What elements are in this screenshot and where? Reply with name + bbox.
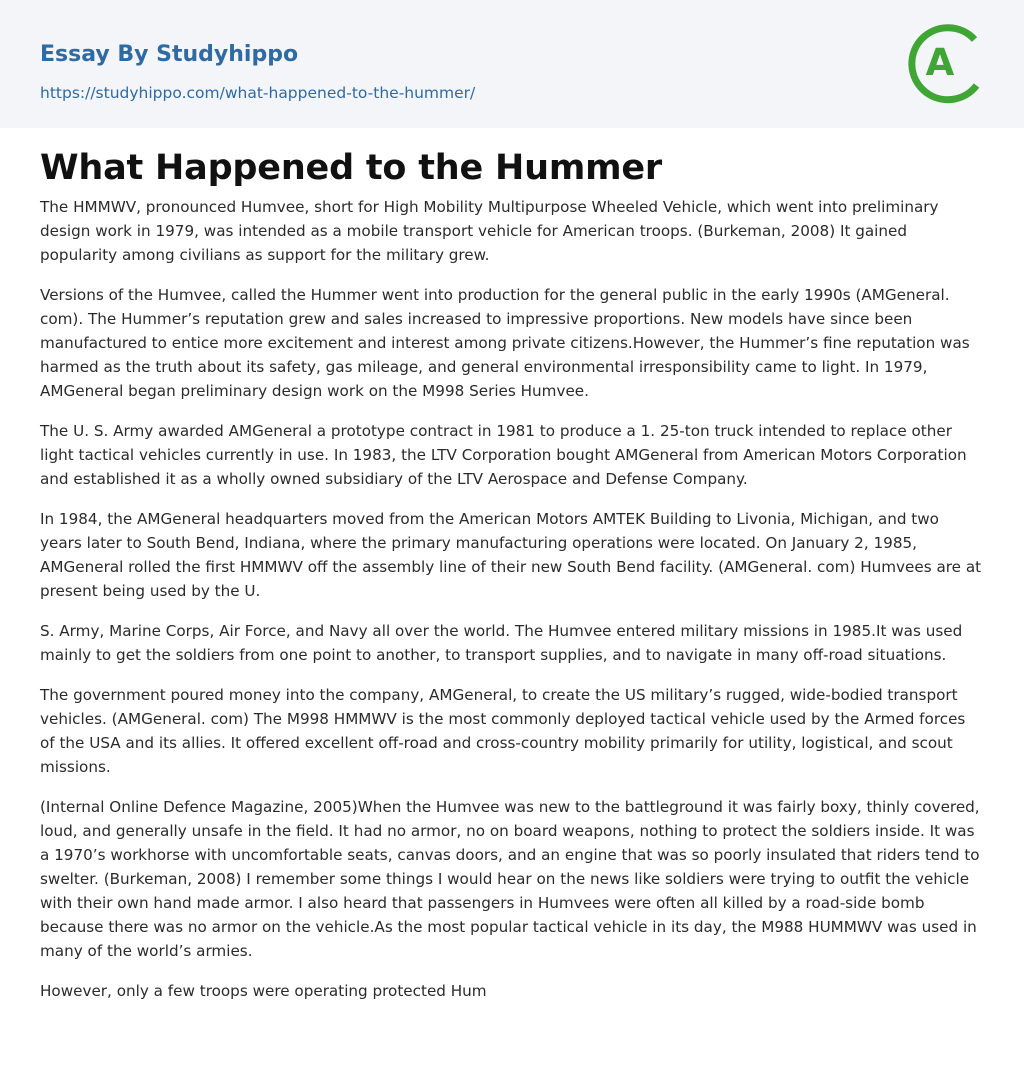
logo-letter: A bbox=[925, 41, 955, 84]
source-url-link[interactable]: https://studyhippo.com/what-happened-to-the-hummer/ bbox=[40, 84, 476, 102]
article-paragraph: S. Army, Marine Corps, Air Force, and Navy all over the world. The Humvee entered military missions in 1985.It was used mainly to get the soldiers from one point to another, to transport supplies, and to navigate in many off-road situations. bbox=[40, 622, 963, 664]
article-paragraph: The U. S. Army awarded AMGeneral a prototype contract in 1981 to produce a 1. 25-ton truck intended to replace other light tactical vehicles currently in use. In 1983, the LTV Corporation bought AMGeneral from American Motors Corporation and established it as a wholly owned subsidiary of the LTV Aerospace and Defense Company. bbox=[40, 422, 967, 488]
site-brand[interactable]: Essay By Studyhippo bbox=[40, 42, 299, 67]
page-header bbox=[0, 0, 1024, 128]
article-paragraph: The HMMWV, pronounced Humvee, short for High Mobility Multipurpose Wheeled Vehicle, which went into preliminary design work in 1979, was intended as a mobile transport vehicle for American troops. (Burkeman, 2008) It gained popularity among civilians as support for the military grew. bbox=[40, 198, 939, 264]
article-paragraph: Versions of the Humvee, called the Hummer went into production for the general public in the early 1990s (AMGeneral. com). The Hummer’s reputation grew and sales increased to impressive proportions. New models have since been manufactured to entice more excitement and interest among private citizens.However, the Hummer’s fine reputation was harmed as the truth about its safety, gas mileage, and general environmental irresponsibility came to light. In 1979, AMGeneral began preliminary design work on the M998 Series Humvee. bbox=[40, 286, 970, 400]
page-title: What Happened to the Hummer bbox=[40, 148, 662, 188]
article-body bbox=[0, 128, 1024, 1003]
article-paragraph: However, only a few troops were operating protected Hum bbox=[40, 982, 487, 1000]
article-paragraph: (Internal Online Defence Magazine, 2005)When the Humvee was new to the battleground it was fairly boxy, thinly covered, loud, and generally unsafe in the field. It had no armor, no on board weapons, nothing to protect the soldiers inside. It was a 1970’s workhorse with uncomfortable seats, canvas doors, and an engine that was so poorly insulated that riders tend to swelter. (Burkeman, 2008) I remember some things I would hear on the news like soldiers were trying to outfit the vehicle with their own hand made armor. I also heard that passengers in Humvees were often all killed by a road-side bomb because there was no armor on the vehicle.As the most popular tactical vehicle in its day, the M988 HUMMWV was used in many of the world’s armies. bbox=[40, 798, 980, 960]
studyhippo-logo-icon[interactable] bbox=[904, 18, 988, 106]
article-paragraph: In 1984, the AMGeneral headquarters moved from the American Motors AMTEK Building to Livonia, Michigan, and two years later to South Bend, Indiana, where the primary manufacturing operations were located. On January 2, 1985, AMGeneral rolled the first HMMWV off the assembly line of their new South Bend facility. (AMGeneral. com) Humvees are at present being used by the U. bbox=[40, 510, 982, 600]
article-paragraph: The government poured money into the company, AMGeneral, to create the US military’s rugged, wide-bodied transport vehicles. (AMGeneral. com) The M998 HMMWV is the most commonly deployed tactical vehicle used by the Armed forces of the USA and its allies. It offered excellent off-road and cross-country mobility primarily for utility, logistical, and scout missions. bbox=[40, 686, 966, 776]
